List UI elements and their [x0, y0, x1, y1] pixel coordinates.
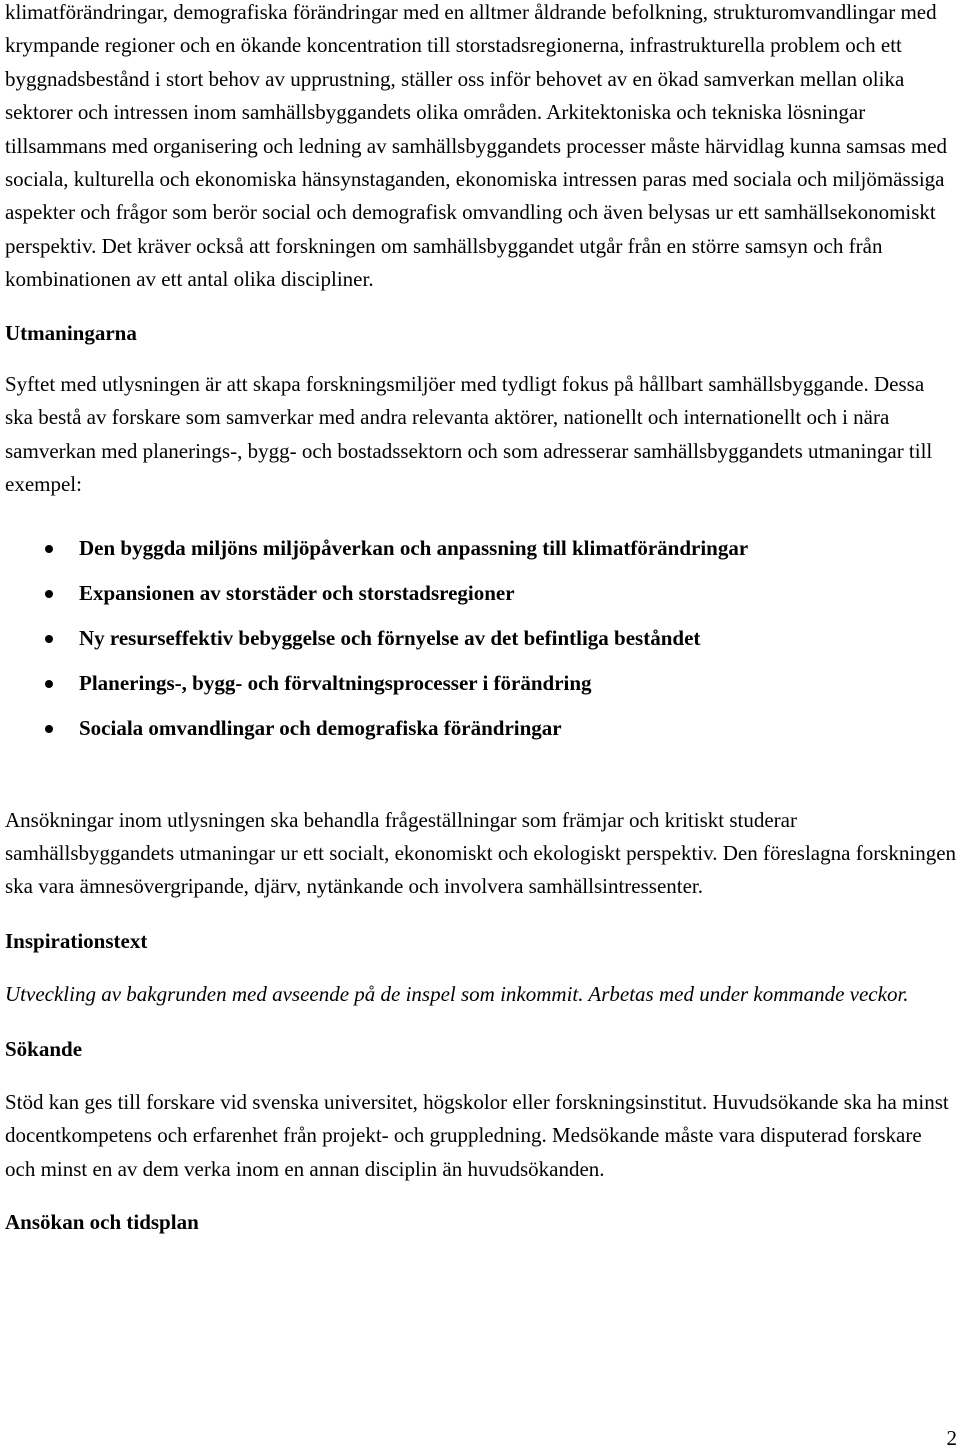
list-item	[5, 622, 957, 667]
list-item	[5, 667, 957, 712]
list-item-text: Den byggda miljöns miljöpåverkan och anpassning till klimatförändringar	[79, 535, 749, 560]
list-item-text: Ny resurseffektiv bebyggelse och förnyelse av det befintliga beståndet	[79, 626, 701, 651]
heading-ansokan-och-tidsplan: Ansökan och tidsplan	[5, 1210, 199, 1235]
bullet-icon	[45, 545, 53, 553]
heading-sokande: Sökande	[5, 1036, 83, 1061]
bullet-icon	[45, 725, 53, 733]
bullet-icon	[45, 635, 53, 643]
document-page	[5, 0, 957, 1240]
list-item	[5, 532, 957, 577]
page-number: 2	[946, 1426, 957, 1450]
utmaningarna-paragraph: Syftet med utlysningen är att skapa forskningsmiljöer med tydligt fokus på hållbart samhällsbyggande. Dessa ska bestå av forskare som samverkar med andra relevanta aktörer, nationellt och internationellt och i nära samverkan med planerings-, bygg- och bostadssektorn och som adresserar samhällsbyggandets utmaningar till exempel:	[5, 372, 933, 497]
list-item-text: Sociala omvandlingar och demografiska förändringar	[79, 716, 562, 741]
intro-paragraph: klimatförändringar, demografiska förändringar med en alltmer åldrande befolkning, strukturomvandlingar med krympande regioner och en ökande koncentration till storstadsregionerna, infrastrukturella problem och ett byggnadsbestånd i stort behov av upprustning, ställer oss inför behovet av en ökad samverkan mellan olika sektorer och intressen inom samhällsbyggandets olika områden. Arkitektoniska och tekniska lösningar tillsammans med organisering och ledning av samhällsbyggandets processer måste härvidlag kunna samsas med sociala, kulturella och ekonomiska hänsynstaganden, ekonomiska intressen paras med sociala och miljömässiga aspekter och frågor som berör social och demografisk omvandling och även belysas ur ett samhällsekonomiskt perspektiv. Det kräver också att forskningen om samhällsbyggandet utgår från en större samsyn och från kombinationen av ett antal olika discipliner.	[5, 0, 948, 292]
heading-utmaningarna: Utmaningarna	[5, 320, 137, 345]
list-item-text: Expansionen av storstäder och storstadsregioner	[79, 580, 515, 605]
inspiration-paragraph: Utveckling av bakgrunden med avseende på de inspel som inkommit. Arbetas med under kommande veckor.	[5, 982, 909, 1007]
bullet-icon	[45, 590, 53, 598]
heading-inspirationstext: Inspirationstext	[5, 928, 148, 953]
challenges-list	[5, 532, 957, 758]
list-item-text: Planerings-, bygg- och förvaltningsprocesser i förändring	[79, 671, 592, 696]
list-item	[5, 577, 957, 622]
ansokningar-paragraph: Ansökningar inom utlysningen ska behandla frågeställningar som främjar och kritiskt studerar samhällsbyggandets utmaningar ur ett socialt, ekonomiskt och ekologiskt perspektiv. Den föreslagna forskningen ska vara ämnesövergripande, djärv, nytänkande och involvera samhällsintressenter.	[5, 807, 957, 899]
sokande-paragraph: Stöd kan ges till forskare vid svenska universitet, högskolor eller forskningsinstitut. Huvudsökande ska ha minst docentkompetens och erfarenhet från projekt- och gruppledning. Medsökande måste vara disputerad forskare och minst en av dem verka inom en annan disciplin än huvudsökanden.	[5, 1090, 949, 1181]
list-item	[5, 712, 957, 757]
bullet-icon	[45, 680, 53, 688]
